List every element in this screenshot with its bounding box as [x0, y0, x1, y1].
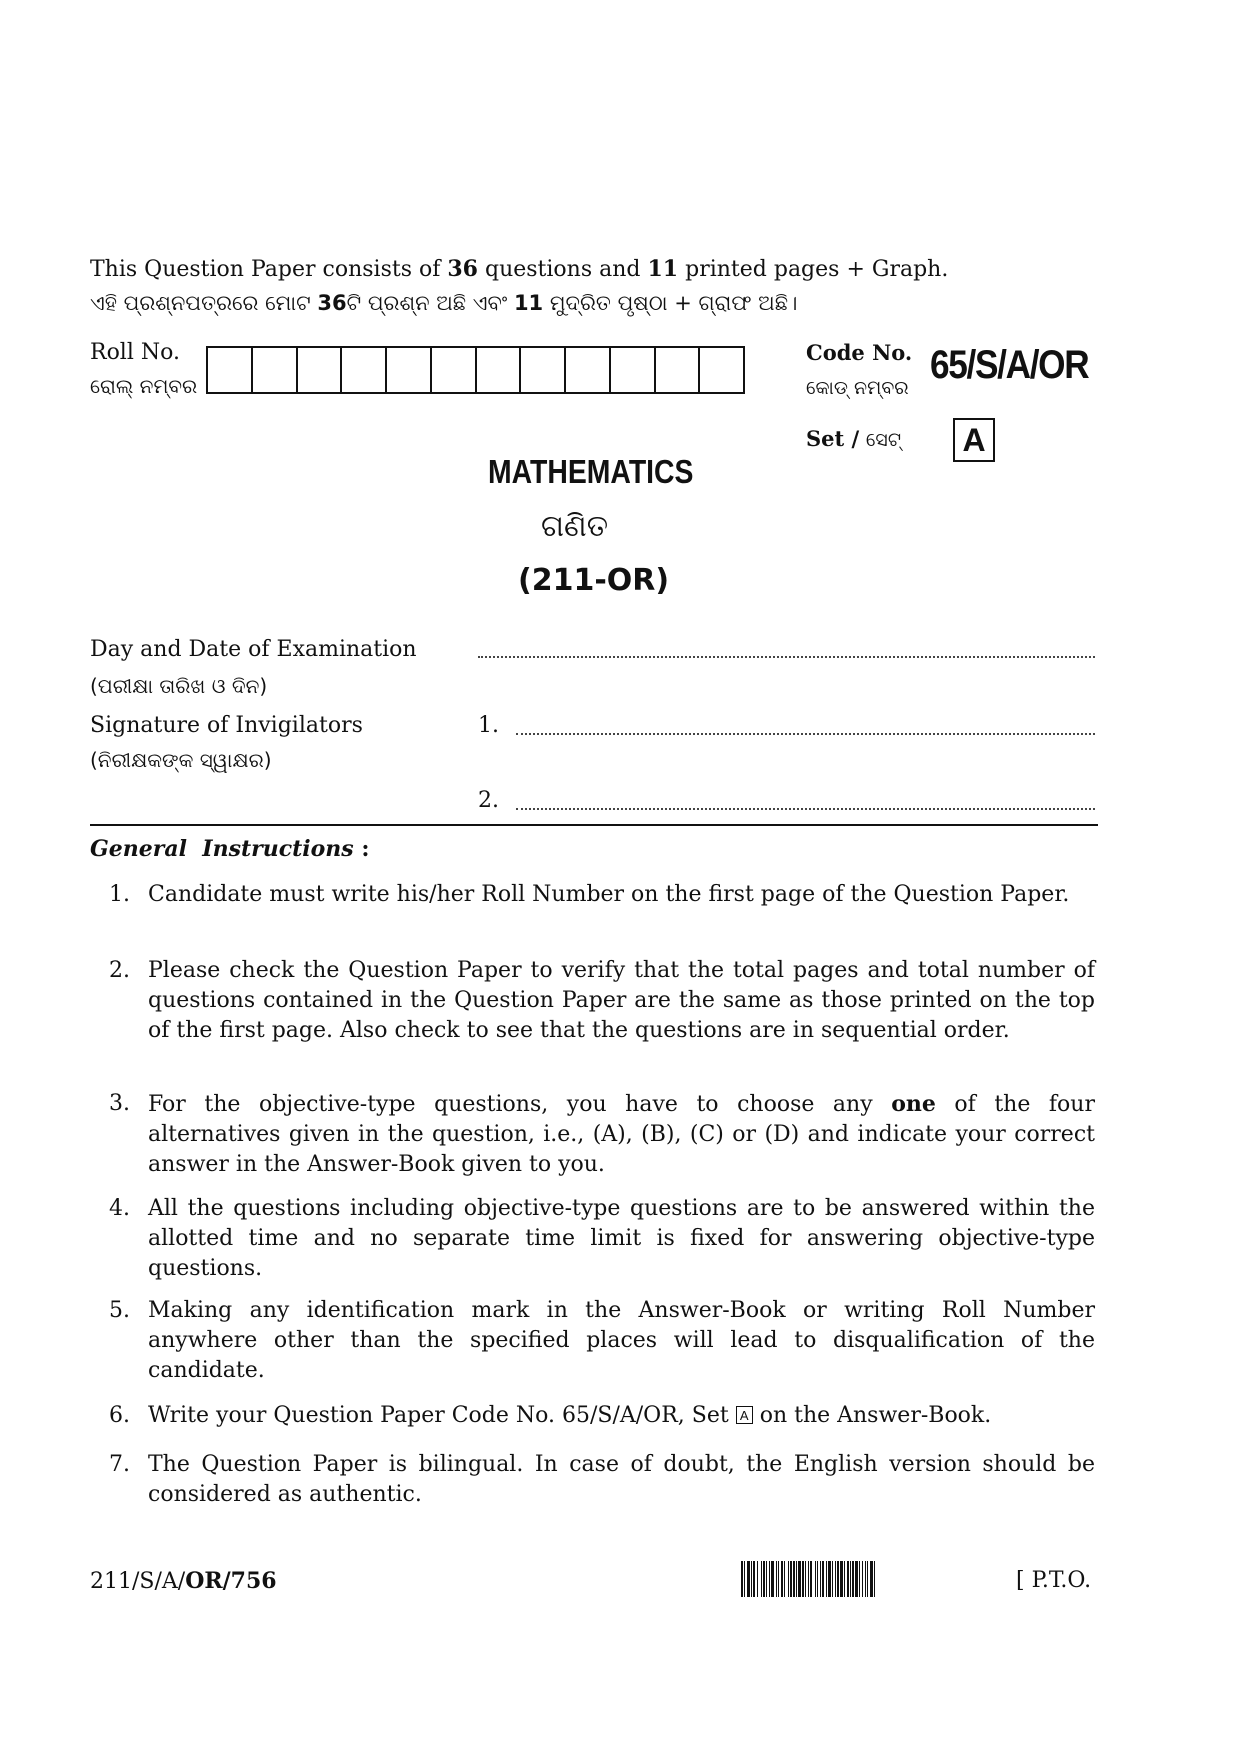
exam-date-label: Day and Date of Examination: [90, 637, 417, 662]
instructions-heading-colon: :: [353, 836, 370, 862]
footer-code: [90, 1566, 277, 1597]
question-count: 36: [447, 256, 478, 282]
roll-number-box[interactable]: [432, 348, 477, 392]
header-text: This Question Paper consists of: [90, 257, 448, 282]
instructions-heading: [90, 833, 369, 866]
exam-date-label-odia: (ପରୀକ୍ଷା ତାରିଖ ଓ ଦିନ): [90, 674, 268, 698]
instruction-number: 7.: [109, 1452, 130, 1477]
question-count: 36: [317, 291, 347, 315]
header-text: printed pages + Graph.: [678, 257, 949, 282]
code-label-or: କୋଡ୍ ନମ୍ବର: [806, 377, 909, 399]
footer-code-plain: 211/S/A/: [90, 1569, 186, 1594]
signature-line-2-number: 2.: [478, 788, 499, 813]
instruction-number: 4.: [109, 1196, 130, 1221]
instruction-text: Making any identification mark in the Answer-Book or writing Roll Number anywhere other than the specified places will lead to disqualification of the candidate.: [148, 1298, 1095, 1383]
roll-label-en: Roll No.: [90, 340, 180, 365]
instruction-number: 3.: [109, 1091, 130, 1116]
roll-number-box[interactable]: [342, 348, 387, 392]
code-label-en: Code No.: [806, 340, 913, 365]
roll-number-box[interactable]: [253, 348, 298, 392]
instruction-text-part: on the Answer-Book.: [752, 1403, 992, 1428]
header-text: questions and: [478, 257, 648, 282]
signature-line-1-number: 1.: [478, 713, 499, 738]
roll-label-or: ରୋଲ୍ ନମ୍ବର: [90, 374, 198, 398]
roll-number-box[interactable]: [208, 348, 253, 392]
header-odia-line: [90, 288, 798, 318]
signature-line-2[interactable]: [516, 808, 1095, 810]
subject-title-odia: ଗଣିତ: [541, 509, 609, 544]
page-count: 11: [513, 291, 544, 315]
roll-number-box[interactable]: [387, 348, 432, 392]
header-text: ଟି ପ୍ରଶ୍ନ ଅଛି ଏବଂ: [346, 291, 514, 315]
subject-title: MATHEMATICS: [488, 453, 694, 490]
header-english-line: [90, 254, 948, 285]
roll-number-box[interactable]: [656, 348, 701, 392]
instruction-text: [148, 1401, 1095, 1431]
instruction-number: 2.: [109, 958, 130, 983]
section-divider: [90, 824, 1098, 826]
instructions-heading-text: General Instructions: [90, 836, 354, 862]
exam-date-line[interactable]: [478, 656, 1095, 658]
roll-number-box[interactable]: [298, 348, 343, 392]
set-mini-box: A: [736, 1406, 753, 1424]
header-text: ଏହି ପ୍ରଶ୍ନପତ୍ରରେ ମୋଟ: [90, 291, 318, 315]
footer-code-bold: OR/756: [185, 1568, 277, 1594]
signature-label: Signature of Invigilators: [90, 713, 363, 738]
set-label-or: ସେଟ୍: [865, 429, 901, 451]
instruction-text: [148, 1089, 1095, 1180]
instruction-emphasis: one: [891, 1091, 936, 1117]
roll-number-box[interactable]: [521, 348, 566, 392]
instruction-text: Candidate must write his/her Roll Number on the first page of the Question Paper.: [148, 882, 1070, 907]
instruction-text-part: For the objective-type questions, you have to choose any: [148, 1092, 892, 1117]
instruction-number: 6.: [109, 1403, 130, 1428]
instruction-text: All the questions including objective-type questions are to be answered within the allotted time and no separate time limit is fixed for answering objective-type questions.: [148, 1196, 1095, 1281]
roll-number-box[interactable]: [611, 348, 656, 392]
pto-label: [ P.T.O.: [1016, 1568, 1092, 1593]
set-value-box: A: [953, 418, 995, 462]
code-value: 65/S/A/OR: [930, 343, 1089, 387]
roll-number-box[interactable]: [477, 348, 522, 392]
header-text: ମୁଦ୍ରିତ ପୃଷ୍ଠା + ଗ୍ରାଫ ଅଛି।: [543, 291, 798, 315]
instruction-number: 1.: [109, 882, 130, 907]
roll-number-boxes[interactable]: [206, 346, 745, 394]
set-label-en: Set /: [806, 426, 860, 451]
instruction-text-part: of the four alternatives given in the question, i.e., (A), (B), (C) or (D) and indicate your correct answer in the Answer-Book given to you.: [148, 1092, 1095, 1177]
instruction-text-part: Write your Question Paper Code No. 65/S/A/OR, Set: [148, 1403, 736, 1428]
instruction-text: Please check the Question Paper to verify that the total pages and total number of questions contained in the Question Paper are the same as those printed on the top of the first page. Also check to see that the questions are in sequential order.: [148, 958, 1095, 1043]
instruction-number: 5.: [109, 1298, 130, 1323]
roll-number-box[interactable]: [566, 348, 611, 392]
barcode-gap: [875, 1561, 877, 1597]
roll-number-box[interactable]: [700, 348, 743, 392]
set-label: [806, 424, 901, 455]
instruction-text: The Question Paper is bilingual. In case of doubt, the English version should be considered as authentic.: [148, 1452, 1095, 1507]
signature-line-1[interactable]: [516, 733, 1095, 735]
signature-label-odia: (ନିରୀକ୍ଷକଙ୍କ ସ୍ୱାକ୍ଷର): [90, 748, 272, 772]
subject-code: (211-OR): [518, 563, 670, 598]
page-count: 11: [647, 256, 679, 282]
barcode-image: [741, 1561, 1006, 1597]
